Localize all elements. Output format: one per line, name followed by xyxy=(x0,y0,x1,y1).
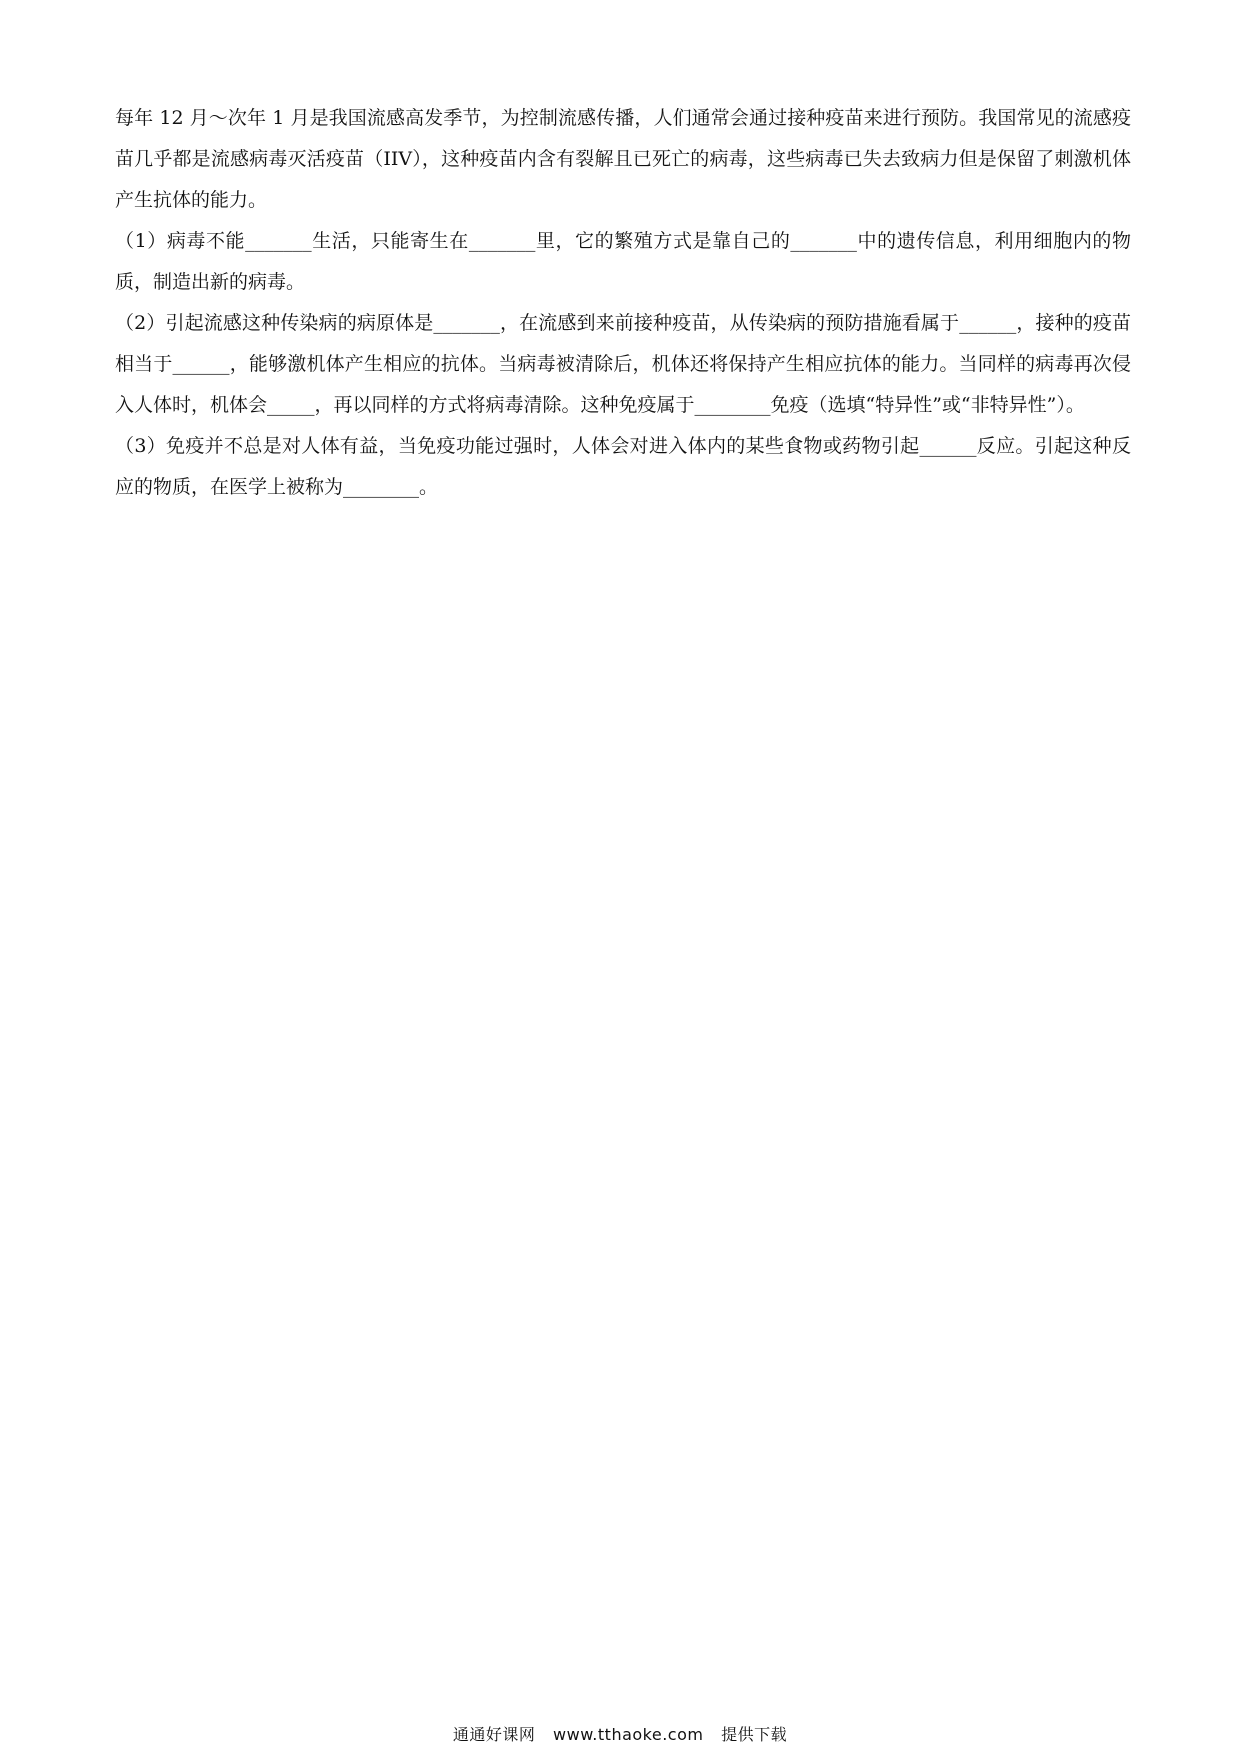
question-part-2: （2）引起流感这种传染病的病原体是_______，在流感到来前接种疫苗，从传染病的预防措施看属于______，接种的疫苗相当于______，能够激机体产生相应的抗体。当病毒被清除后，机体还将保持产生相应抗体的能力。当同样的病毒再次侵入人体时，机体会_____，再以同样的方式将病毒清除。这种免疫属于________免疫（选填“特异性”或“非特异性”）。 xyxy=(115,312,1131,416)
footer-url[interactable]: www.tthaoke.com xyxy=(553,1725,704,1744)
footer-suffix: 提供下载 xyxy=(721,1725,788,1744)
question-body xyxy=(115,98,1131,508)
page-footer xyxy=(0,1722,1240,1745)
question-part-3: （3）免疫并不总是对人体有益，当免疫功能过强时，人体会对进入体内的某些食物或药物引起______反应。引起这种反应的物质，在医学上被称为________。 xyxy=(115,435,1131,498)
footer-site-name: 通通好课网 xyxy=(452,1725,536,1744)
question-intro: 每年 12 月～次年 1 月是我国流感高发季节，为控制流感传播，人们通常会通过接种疫苗来进行预防。我国常见的流感疫苗几乎都是流感病毒灭活疫苗（IIV），这种疫苗内含有裂解且已死亡的病毒，这些病毒已失去致病力但是保留了刺激机体产生抗体的能力。 xyxy=(115,107,1131,211)
question-part-1: （1）病毒不能_______生活，只能寄生在_______里，它的繁殖方式是靠自己的_______中的遗传信息，利用细胞内的物质，制造出新的病毒。 xyxy=(115,230,1131,293)
